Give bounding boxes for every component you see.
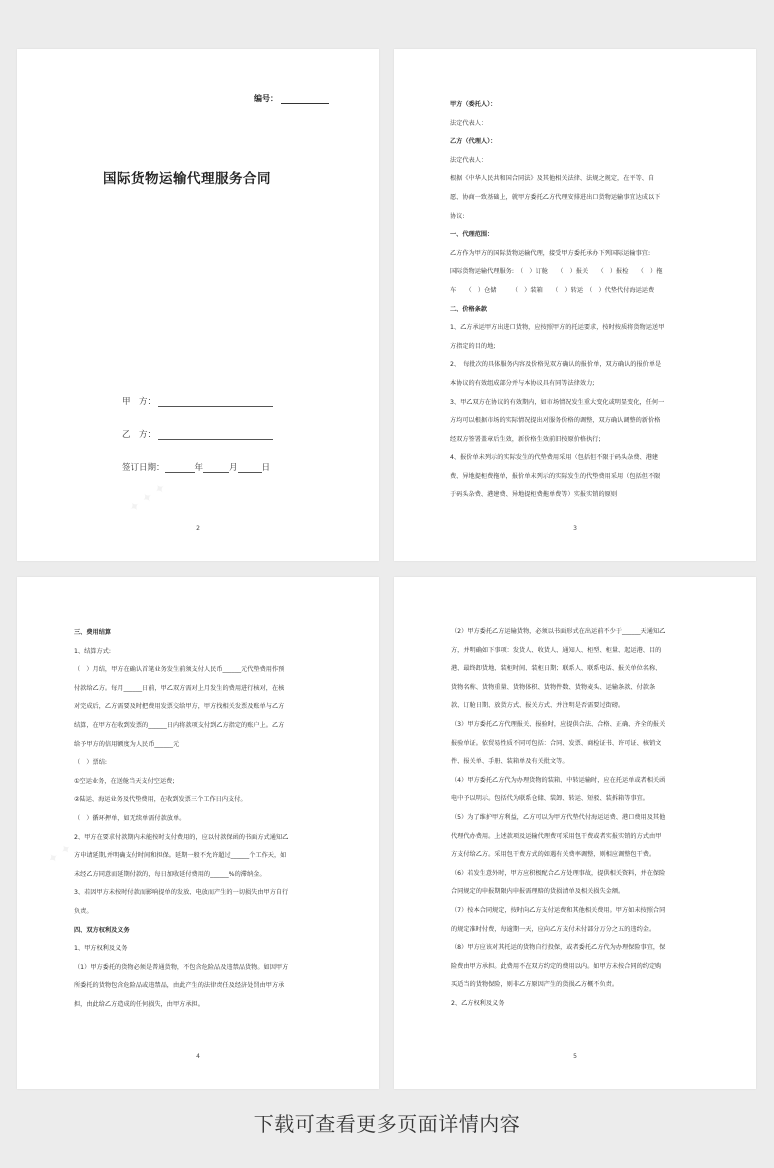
text-line: 3、甲乙双方在协议的有效期内，如市场情况发生重大变化或明显变化，任何一 [450,398,665,406]
text-line: 款、订舱日期、放货方式、报关方式、并注明是否需要过街磅。 [451,702,625,710]
text-line: 险费由甲方承担。此费用不在双方约定的费用以内。如甲方未按合同的约定购 [451,962,662,970]
text-line: 的规定准时付费，每逾期一天，应向乙方支付未付部分万分之五的违约金。 [451,925,656,933]
sign-date-label: 签订日期： [122,463,165,473]
text-line: （6）若发生意外时，甲方应积极配合乙方处理事故，提供相关资料，并在保险 [451,869,666,877]
text-line: （ ）票结: [74,759,108,767]
page-body [451,623,708,1013]
watermark: ✦ ✦ ✦ [126,480,170,517]
text-line: 4、报价单未列示的实际发生的代垫费用采用（包括但不限于码头杂费、港建 [450,454,659,462]
party-a-sign-row [122,395,273,407]
text-line: 代理代办费用。上述款项及运输代理费可采用包干费或者实报实销的方式由甲 [451,832,662,840]
text-line: （8）甲方应该对其托运的货物自行投保，或者委托乙方代为办理保险事宜，保 [451,944,666,952]
contract-number [254,93,329,104]
text-line: 于码头杂费、港建费、异地提柜费拖单费等）实报实销的原则 [450,491,618,499]
text-line: 2、乙方权利及义务 [451,999,505,1007]
text-line: 法定代表人： [450,156,488,164]
text-line: （7）按本合同规定，按时向乙方支付运费和其他相关费用。甲方如未按照合同 [451,906,666,914]
contract-number-blank [281,95,329,104]
text-line: 方支付给乙方。采用包干费方式的如遇有关费率调整，则相应调整包干费。 [451,851,656,859]
sign-date-row [122,461,270,473]
party-a-label: 甲 方： [122,397,157,407]
party-a-blank [158,398,273,407]
month-label: 月 [229,463,238,473]
year-label: 年 [194,463,204,473]
text-line: 1、乙方承运甲方出进口货物，应按照甲方的托运要求，按时按质将货物运送甲 [450,324,665,332]
section-heading: 四、双方权利及义务 [74,926,130,934]
section-heading: 甲方（委托人）： [450,101,497,108]
text-line: 未经乙方同意而延期付款的，每日加收延付费用的______%的滞纳金。 [74,870,266,878]
day-label: 日 [261,463,271,473]
contract-page-4 [17,577,379,1089]
contract-page-3 [394,49,756,561]
text-line: 负责。 [74,907,93,915]
page-body [74,624,330,1014]
text-line: （ ）循环押单，如无续单需付款放单。 [74,814,186,822]
text-line: 方指定的目的地; [450,342,496,350]
text-line: 担，由此给乙方造成的任何损失，由甲方承担。 [74,1000,204,1008]
text-line: （1）甲方委托的货物必须是普通货物，不包含危险品及违禁品货物。如因甲方 [74,963,289,971]
text-line: ①空运业务，在送舱当天支付空运费; [74,777,175,785]
page-number: 2 [196,525,200,532]
text-line: 3、若因甲方未按时付款而影响提单的发放、电放而产生的一切损失由甲方自行 [74,889,289,897]
text-line: 方均可以根据市场的实际情况提出对服务价格的调整，双方确认调整的新价格 [450,417,661,425]
text-line: 愿、协商一致基础上，就甲方委托乙方代理安排进出口货物运输事宜达成以下 [450,193,661,201]
text-line: 对完成后，乙方需要及时把费用发票交给甲方，甲方找相关发票及账单与乙方 [74,703,285,711]
text-line: 1、结算方式: [74,647,111,655]
text-line: 国际货物运输代理服务: （ ）订舱 （ ）报关 （ ）报检 （ ）拖 [450,268,663,276]
text-line: （3）甲方委托乙方代理报关、报验时，应提供合法、合格、正确、齐全的报关 [451,720,666,728]
text-line: 方，并明确如下事项：发货人、收货人、通知人、柜型、柜量、起运港、目的 [451,646,662,654]
text-line: ②陆运、海运业务及代垫费用，在收到发票三个工作日内支付。 [74,796,247,804]
text-line: 结算，在甲方在收到发票的______日内将款项支付到乙方指定的账户上。乙方 [74,721,285,729]
text-line: 货物名称、货物重量、货物体积、货物件数、货物麦头、运输条款、付款条 [451,683,656,691]
text-line: 车 （ ）仓储 （ ）装箱 （ ）转运 （ ）代垫代付海运运费 [450,286,655,294]
cover-page [17,49,379,561]
party-b-blank [158,431,273,440]
watermark: ✦ ✦ [45,840,76,869]
page-number: 3 [573,525,577,532]
text-line: 1、甲方权利及义务 [74,945,128,953]
text-line: （5）为了维护甲方利益，乙方可以为甲方代垫代付海运运费、港口费用及其他 [451,813,666,821]
text-line: 方申请延期,并明确支付时间和担保。延期一般不允许超过______个工作天，如 [74,852,287,860]
text-line: 付款给乙方。每月______日前，甲乙双方需对上月发生的费用进行核对，在核 [74,684,285,692]
text-line: 费、异地提柜费拖单，报价单未列示的实际发生的代垫费用采用（包括但不限 [450,472,661,480]
party-b-sign-row [122,428,273,440]
text-line: 给予甲方的信用额度为人民币______元 [74,740,180,748]
party-b-label: 乙 方： [122,430,157,440]
text-line: 件、报关单、手册、装箱单及有关批文等。 [451,758,569,766]
text-line: 合同规定的申报期限内申报需理赔的货损清单及相关损失金额。 [451,888,625,896]
text-line: （ ）月结，甲方在确认首笔业务发生前须支付人民币______元代垫费用作预 [74,666,285,674]
section-heading: 乙方（代理人）： [450,138,497,146]
contract-number-label: 编号： [254,94,278,103]
section-heading: 二、价格条款 [450,305,488,313]
text-line: 法定代表人： [450,119,488,127]
text-line: 根据《中华人民共和国合同法》及其他相关法律、法规之规定，在平等、自 [450,175,655,183]
page-body [450,96,706,505]
text-line: 港、最终卸货地、装柜时间、装柜日期；联系人、联系电话、报关单位名称、 [451,665,662,673]
text-line: 乙方作为甲方的国际货物运输代理，接受甲方委托承办下列国际运输事宜: [450,249,651,257]
text-line: 所委托的货物包含危险品或违禁品，由此产生的法律责任及经济处罚由甲方承 [74,982,285,990]
section-heading: 三、费用结算 [74,629,112,636]
text-line: 协议: [450,212,465,220]
text-line: 买适当的货物保险，则非乙方原因产生的货损乙方概不负责。 [451,981,619,989]
section-heading: 一、代理范围： [450,231,494,239]
text-line: 2、 每批次的具体服务内容及价格见双方确认的报价单，双方确认的报价单是 [450,361,662,369]
contract-page-5 [394,577,756,1089]
text-line: 2、甲方在要求付款期内未能按时支付费用的，应以付款保函的书面方式通知乙 [74,833,289,841]
download-more-notice[interactable]: 下载可查看更多页面详情内容 [253,1112,521,1136]
page-number: 5 [573,1053,577,1060]
text-line: 电中予以明示。包括代为联系仓储、装卸、转运、短驳、装拆箱等事宜。 [451,795,649,803]
contract-title: 国际货物运输代理服务合同 [103,171,271,187]
text-line: （4）甲方委托乙方代为办理货物的装箱、中转运输时，应在托运单或者相关函 [451,776,666,784]
page-number: 4 [196,1053,200,1060]
text-line: （2）甲方委托乙方运输货物，必须以书面形式在出运前不少于______天通知乙 [451,628,666,635]
text-line: 报验单证。依贸易性质不同可包括：合同、发票、商检证书、许可证、核销文 [451,739,662,747]
text-line: 本协议的有效组成部分并与本协议具有同等法律效力; [450,379,595,387]
text-line: 经双方签署盖章后生效，新价格生效前旧按原价格执行; [450,435,601,443]
